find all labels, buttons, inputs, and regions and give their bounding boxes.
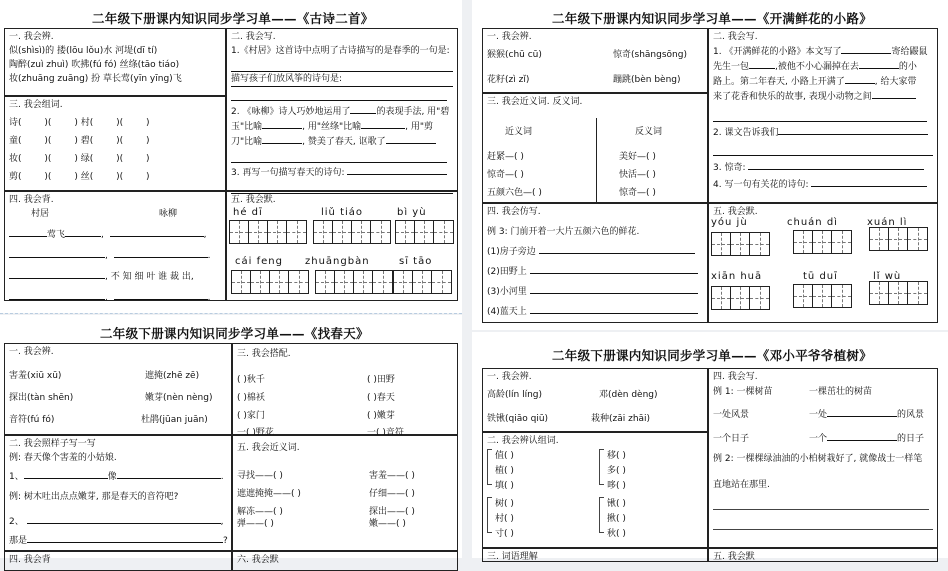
pinyin-line: 似(shìsì)的 搂(lōu lǒu)水 河堤(dī tí) — [9, 46, 158, 56]
answer-line[interactable] — [231, 87, 447, 101]
recite-line[interactable]: 莺飞 , , — [9, 227, 221, 242]
section-heading: 四. 我会背 — [9, 555, 51, 565]
section-imitate: 四. 我会仿写. 例 3: 门前开着一大片五颜六色的鲜花. (1)房子旁边 (2)田野上 (3)小河里 (4)蓝天上 — [482, 203, 708, 323]
section-heading: 二. 我会辨认组词. — [487, 436, 559, 446]
section-imitate: 二. 我会照样子写一写 例: 春天像个害羞的小姑娘. 1、 像 . 例: 树木吐出点点嫩芽, 那是春天的音符吧? 2、 , 那是 ? — [4, 435, 232, 551]
section-heading: 一. 我会辨. — [487, 32, 532, 42]
section-distinguish: 一. 我会辨. 猴猴(chū cū) 惊奇(shāngsōng) 花籽(zì zǐ) 蹦跳(bèn bèng) — [482, 28, 708, 93]
worksheet-page-xiaolu — [472, 0, 948, 330]
answer-line[interactable] — [713, 529, 933, 530]
worksheet-page-zhishu — [472, 332, 948, 562]
poem-title: 村居 — [31, 209, 50, 219]
section-recite — [4, 191, 226, 301]
group-bracket — [599, 497, 604, 533]
section-heading: 二. 我会写. — [713, 32, 758, 42]
group-bracket — [487, 497, 492, 533]
word-row: 诗( )( ) 村( )( ) — [9, 118, 150, 128]
section-heading: 一. 我会辨. — [9, 347, 54, 357]
group-bracket — [599, 449, 604, 485]
section-heading: 四. 我会背. — [9, 195, 54, 205]
question-text: 1.《村居》这首诗中点明了古诗描写的是春季的一句是: — [231, 46, 450, 56]
character-grid[interactable] — [793, 284, 852, 308]
pinyin-label: zhuāngbàn — [305, 256, 370, 267]
section-synonyms: 五. 我会近义词. 寻找——( ) 遮遮掩掩——( ) 解冻——( ) 弹——( ) 害羞——( ) 仔细——( ) 探出——( ) 嫩——( ) — [232, 435, 458, 551]
pinyin-label: cái feng — [235, 256, 283, 267]
character-grid[interactable] — [869, 281, 928, 305]
worksheet-page-gushi — [0, 0, 462, 313]
recite-line[interactable]: , . — [9, 248, 221, 263]
recite-line[interactable]: , 不 知 细 叶 谁 裁 出, — [9, 269, 221, 284]
page-separator — [0, 313, 462, 314]
section-dictation — [226, 191, 458, 301]
word-row: 妆( )( ) 绿( )( ) — [9, 154, 150, 164]
answer-line[interactable] — [713, 142, 933, 156]
section-heading: 二. 我会照样子写一写 — [9, 439, 96, 449]
pinyin-label: liǔ tiáo — [321, 207, 364, 218]
answer-line[interactable] — [231, 58, 453, 72]
section-heading: 三. 我会组词. — [9, 100, 63, 110]
section-recite — [4, 551, 232, 571]
poem-title: 咏柳 — [159, 209, 178, 219]
page-title: 二年级下册课内知识同步学习单——《开满鲜花的小路》 — [552, 11, 873, 26]
character-grid[interactable] — [315, 270, 393, 294]
section-heading: 二. 我会写. — [231, 32, 276, 42]
section-write: 二. 我会写. 1.《村居》这首诗中点明了古诗描写的是春季的一句是: 描写孩子们放风筝的诗句是: 2. 《咏柳》诗人巧妙地运用了 的表现手法, 用"碧 玉"比喻 , 用"丝绦"比喻 , 用"剪 刀"比喻 , 赞美了春天, 讴歌了 3. 再写一句描写春天的诗句: — [226, 28, 458, 191]
section-heading: 五. 我会默. — [713, 207, 758, 217]
section-heading: 三. 我会搭配. — [237, 349, 291, 359]
section-identify-words: 二. 我会辨认组词. 值( ) 植( ) 填( ) 移( ) 多( ) 哆( ) 树( ) 村( ) 寸( ) 锹( ) 揪( ) 秋( ) — [482, 432, 708, 548]
character-grid[interactable] — [869, 227, 928, 251]
pinyin-label: bì yù — [397, 207, 427, 218]
word-row: 童( )( ) 碧( )( ) — [9, 136, 150, 146]
section-heading: 一. 我会辨. — [9, 32, 54, 42]
section-heading: 三. 词语理解 — [487, 552, 538, 562]
section-heading: 四. 我会仿写. — [487, 207, 541, 217]
page-title: 二年级下册课内知识同步学习单——《邓小平爷爷植树》 — [552, 348, 873, 363]
section-dictation — [232, 551, 458, 571]
character-grid[interactable] — [229, 220, 307, 244]
section-heading: 四. 我会写. — [713, 372, 758, 382]
pinyin-line: 妆(zhuāng zuāng) 扮 草长莺(yīn yīng)飞 — [9, 74, 182, 84]
section-distinguish: 一. 我会辨. 害羞(xiū xū) 遮掩(zhē zē) 探出(tàn shēn) 嫩芽(nèn nèng) 音符(fú fó) 杜鹃(jūan juān) — [4, 343, 232, 435]
section-dictation: 五. 我会默. yóu jù chuán dì xuán lì xiān huā tū duī lǐ wù — [708, 203, 938, 323]
character-grid[interactable] — [711, 232, 770, 256]
section-distinguish — [4, 28, 226, 96]
section-write: 四. 我会写. 例 1: 一棵树苗 一棵茁壮的树苗 一处风景 一处 的风景 一个日子 一个 的日子 例 2: 一棵棵绿油油的小柏树栽好了, 就像战士一样笔 直地站在那里. — [708, 368, 938, 548]
section-word-building — [4, 96, 226, 191]
page-title: 二年级下册课内知识同步学习单——《古诗二首》 — [92, 11, 374, 26]
character-grid[interactable] — [793, 230, 852, 254]
word-row: 剪( )( ) 丝( )( ) — [9, 172, 150, 182]
character-grid[interactable] — [395, 220, 454, 244]
character-grid[interactable] — [231, 270, 309, 294]
character-grid[interactable] — [313, 220, 391, 244]
group-bracket — [487, 449, 492, 485]
section-vocabulary — [482, 548, 708, 562]
section-heading: 五. 我会近义词. — [237, 443, 300, 453]
section-heading: 一. 我会辨. — [487, 372, 532, 382]
section-match: 三. 我会搭配. ( )秋千 ( )棉袄 ( )家门 一( )野花 ( )田野 ( )春天 ( )嫩芽 一( )音符 — [232, 343, 458, 435]
answer-line[interactable] — [713, 509, 929, 510]
section-heading: 三. 我会近义词. 反义词. — [487, 97, 583, 107]
recite-line[interactable]: . . — [9, 290, 221, 305]
section-distinguish: 一. 我会辨. 高龄(lín líng) 邓(dèn dèng) 铁锹(qiāo qiū) 栽种(zāi zhāi) — [482, 368, 708, 432]
section-synonyms-antonyms: 三. 我会近义词. 反义词. 近义词 反义词 赶紧—( ) 惊奇—( ) 五颜六色—( ) 美好—( ) 快活—( ) 惊奇—( ) — [482, 93, 708, 203]
page-title: 二年级下册课内知识同步学习单——《找春天》 — [100, 326, 369, 341]
section-dictation — [708, 548, 938, 562]
pinyin-label: hé dī — [233, 207, 263, 218]
character-grid[interactable] — [393, 270, 452, 294]
section-heading: 五. 我会默. — [231, 195, 276, 205]
page-gutter — [462, 0, 472, 558]
answer-line[interactable] — [231, 149, 447, 163]
section-heading: 五. 我会默 — [713, 552, 755, 562]
question-text: 描写孩子们放风筝的诗句是: — [231, 74, 343, 84]
section-write: 二. 我会写. 1. 《开满鲜花的小路》本文写了 寄给鼹鼠 先生一包 ,被他不小心漏掉在去 的小 路上。第二年春天, 小路上开满了 , 给大家带 来了花香和快乐的故事, 表现小动物之间 2. 课文告诉我们 3. 惊奇: 4. 写一句有关花的诗句: — [708, 28, 938, 203]
section-heading: 六. 我会默 — [237, 555, 279, 565]
answer-line[interactable] — [713, 108, 927, 122]
pinyin-label: sī tāo — [399, 256, 433, 267]
worksheet-page-zhaochuntian — [0, 315, 462, 565]
pinyin-line: 陶醉(zuì zhuì) 吹拂(fú fó) 丝绦(tāo tiáo) — [9, 60, 180, 70]
character-grid[interactable] — [711, 286, 770, 310]
